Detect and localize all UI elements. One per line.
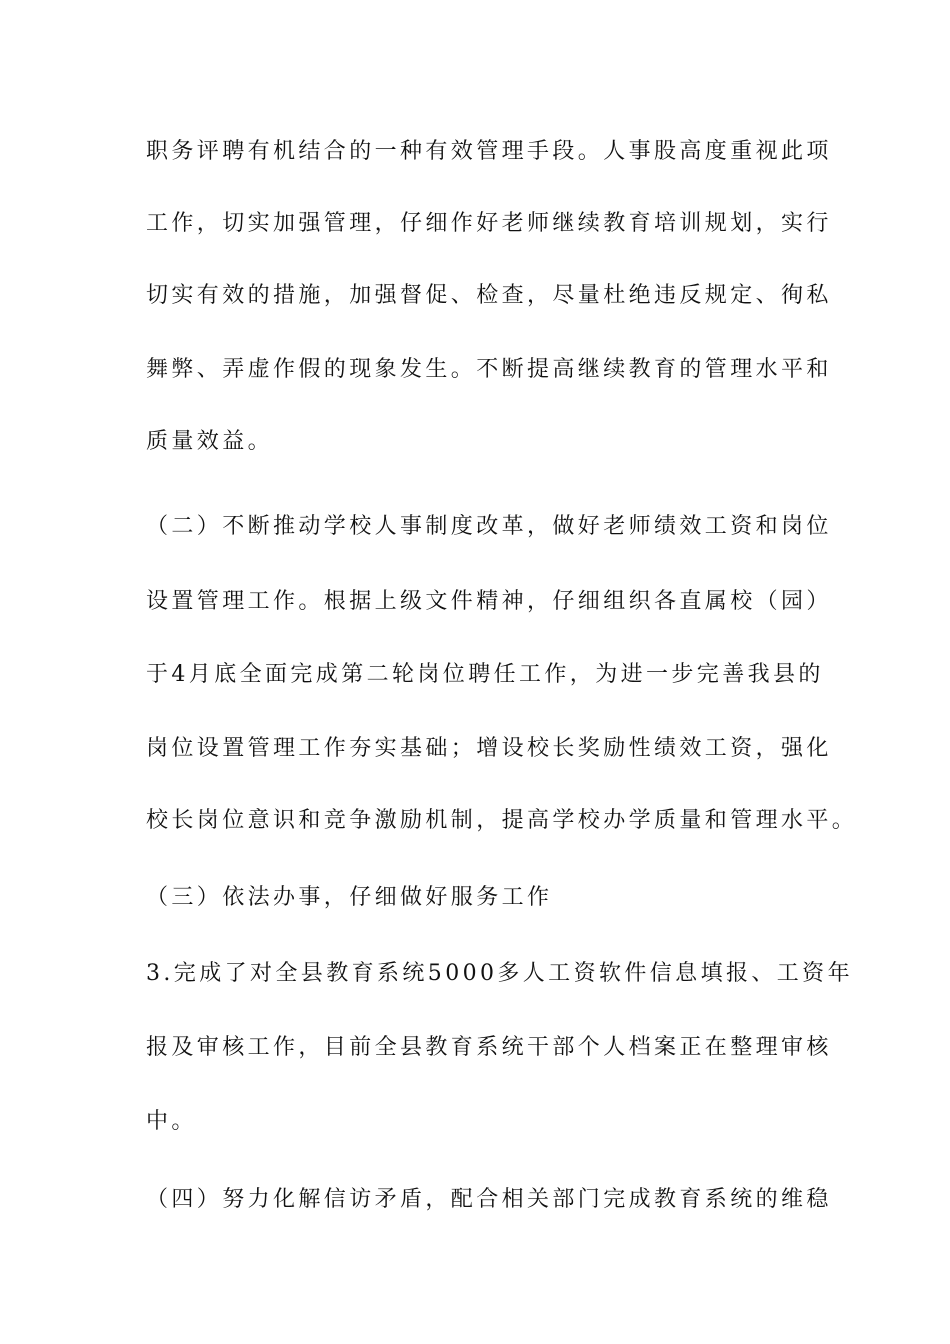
section-heading-line: （三）依法办事，仔细做好服务工作 bbox=[146, 885, 553, 910]
paragraph-line: 切实有效的措施，加强督促、检查，尽量杜绝违反规定、徇私 bbox=[146, 283, 832, 308]
paragraph-line: 中。 bbox=[146, 1109, 197, 1134]
paragraph-line: 岗位设置管理工作夯实基础；增设校长奖励性绩效工资，强化 bbox=[146, 736, 832, 761]
paragraph-line: 于4月底全面完成第二轮岗位聘任工作，为进一步完善我县的 bbox=[146, 662, 824, 687]
paragraph-line: 工作，切实加强管理，仔细作好老师继续教育培训规划，实行 bbox=[146, 211, 832, 236]
paragraph-line: 质量效益。 bbox=[146, 429, 274, 454]
section-heading-line: （四）努力化解信访矛盾，配合相关部门完成教育系统的维稳 bbox=[146, 1187, 832, 1212]
paragraph-line: 3.完成了对全县教育系统5000多人工资软件信息填报、工资年 bbox=[146, 961, 853, 986]
paragraph-line: 校长岗位意识和竞争激励机制，提高学校办学质量和管理水平。 bbox=[146, 808, 858, 833]
paragraph-line: 报及审核工作，目前全县教育系统干部个人档案正在整理审核 bbox=[146, 1035, 832, 1060]
paragraph-line: 舞弊、弄虚作假的现象发生。不断提高继续教育的管理水平和 bbox=[146, 357, 832, 382]
paragraph-line: 职务评聘有机结合的一种有效管理手段。人事股高度重视此项 bbox=[146, 139, 832, 164]
section-heading-line: （二）不断推动学校人事制度改革，做好老师绩效工资和岗位 bbox=[146, 514, 832, 539]
paragraph-line: 设置管理工作。根据上级文件精神，仔细组织各直属校（园） bbox=[146, 589, 832, 614]
